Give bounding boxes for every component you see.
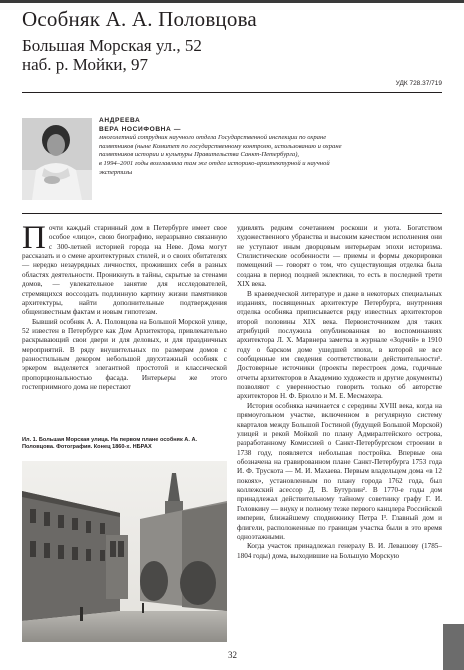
page-number: 32: [228, 650, 237, 660]
paragraph: Бывший особняк А. А. Половцова на Большой Морской улице, 52 известен в Петербурге как Дом Архитектора, привлекательно раскрывающий свои двери и для деловых, и для праздничных мероприятий. В ряду внушительных по размерам домов с разностильным декором небольшой двухэтажный особняк с эркером выделяется элегантной простотой и классической пропорциональностью фасада. Интерьеры же этого гостеприимного дома не перестают: [22, 317, 227, 392]
udc-code: УДК 728.37/719: [395, 80, 442, 87]
figure-caption: [22, 437, 227, 451]
address-line-2: наб. р. Мойки, 97: [22, 55, 148, 74]
header-divider: [22, 92, 442, 93]
body-column-right: [237, 224, 442, 561]
paragraph-text: очти каждый старинный дом в Петербурге имеет свое особое «лицо», свою биографию, неразрывно связанную с 300-летней историей города на Неве. Дома могут рассказать и о смене архитектурных стилей, и о своих обитателях — нередко незаурядных личностях, проживших себя в разных областях деятельности. Проникнуть в тайны, скрытые за стенами домов, — увлекательное занятие для исследователей, стремящихся воссоздать подлинную картину жизни памятников архитектуры, найти дополнительные подтверждения общеизвестным фактам и новым гипотезам.: [22, 224, 227, 317]
author-given-name: ВЕРА НОСИФОВНА —: [99, 125, 182, 133]
page-title: Особняк А. А. Половцова: [22, 7, 257, 31]
author-bio-line: в 1994–2001 годы возглавляла там же отдел историко-архитектурной и научной: [99, 159, 330, 167]
author-bio-line: многолетний сотрудник научного отдела Государственной инспекции по охране: [99, 134, 327, 142]
author-bio-line: экспертизы: [99, 168, 133, 176]
paragraph: История особняка начинается с середины XVIII века, когда на прямоугольном участке, включенном в регулярную систему кварталов между Большой Гостиной (будущей Большой Морской) улицей и рекой Мойкой по плану Адмиралтейского острова, разработанному Комиссией о Санкт-Петербургском строении в 1738 году, появляется небольшая постройка. Впервые она обозначена на гравированном плане Санкт-Петербурга 1753 года И. Ф. Трускота — М. И. Махаева. Первым владельцем дома «в 12 покоях», установленным по плану города 1762 года, был коллежский асессор Д. В. Бутурлин². В 1770-е годы дом принадлежал действительному тайному советнику графу Г. И. Головкину — внуку и полному тезке первого канцлера Российской империи, ближайшему сподвижнику Петра I³. Главный дом и флигели, расположенные по границам участка были в это время одноэтажными.: [237, 401, 442, 541]
author-bio-line: памятников истории и культуры Правительства Санкт-Петербурга),: [99, 151, 300, 159]
address-line-1: Большая Морская ул., 52: [22, 36, 202, 55]
page-corner-tab: [443, 624, 464, 670]
paragraph: [22, 220, 227, 318]
author-bio-line: памятников (ныне Комитет по государственному контролю, использованию и охране: [99, 142, 342, 150]
author-portrait: [22, 118, 92, 200]
top-border: [0, 0, 464, 3]
caption-text: Ил. 1. Большая Морская улица. На первом плане особняк А. А. Половцова. Фотография. Конец 1860-х. НБРАХ: [22, 437, 198, 450]
paragraph: Когда участок принадлежал генералу В. И. Левашову (1785–1804 годы) дома, выходившие на Большую Морскую: [237, 542, 442, 560]
street-photograph: [22, 461, 227, 642]
drop-cap: П: [22, 220, 46, 256]
author-surname: АНДРЕЕВА: [99, 117, 141, 124]
author-divider: [22, 213, 442, 214]
author-block: [99, 117, 442, 177]
address-block: [22, 36, 422, 74]
paragraph: удивлять редким сочетанием роскоши и уюта. Богатством художественного убранства и высоким качеством исполнения они не уступают иным дворцовым интерьерам эпохи историзма. Стилистические особенности — приемы и формы декорировки помещений — говорят о том, что существующая отделка была создана в период поздней эклектики, то есть в последней трети XIX века.: [237, 224, 442, 289]
paragraph: В краеведческой литературе и даже в некоторых специальных изданиях, посвященных архитектуре Петербурга, внутренняя отделка особняка приписывается ряду известных архитекторов второй половины XIX века. Первоисточником для таких атрибуций послужила опубликованная во воспоминаниях архитектора Л. Х. Марвнера заметка в журнале «Зодчий» в 1910 году о барском доме ушедшей эпохи, в которой не все сообщенные им сведения соответствовали действительности¹. Достоверные источники (проекты перестроек дома, годичные отчеты архитекторов в Академию художеств и другие документы) позволяют с уверенностью говорить только об авторстве архитекторов Н. Ф. Брюлло и М. Е. Месмахера.: [237, 289, 442, 401]
body-column-left: [22, 220, 227, 392]
